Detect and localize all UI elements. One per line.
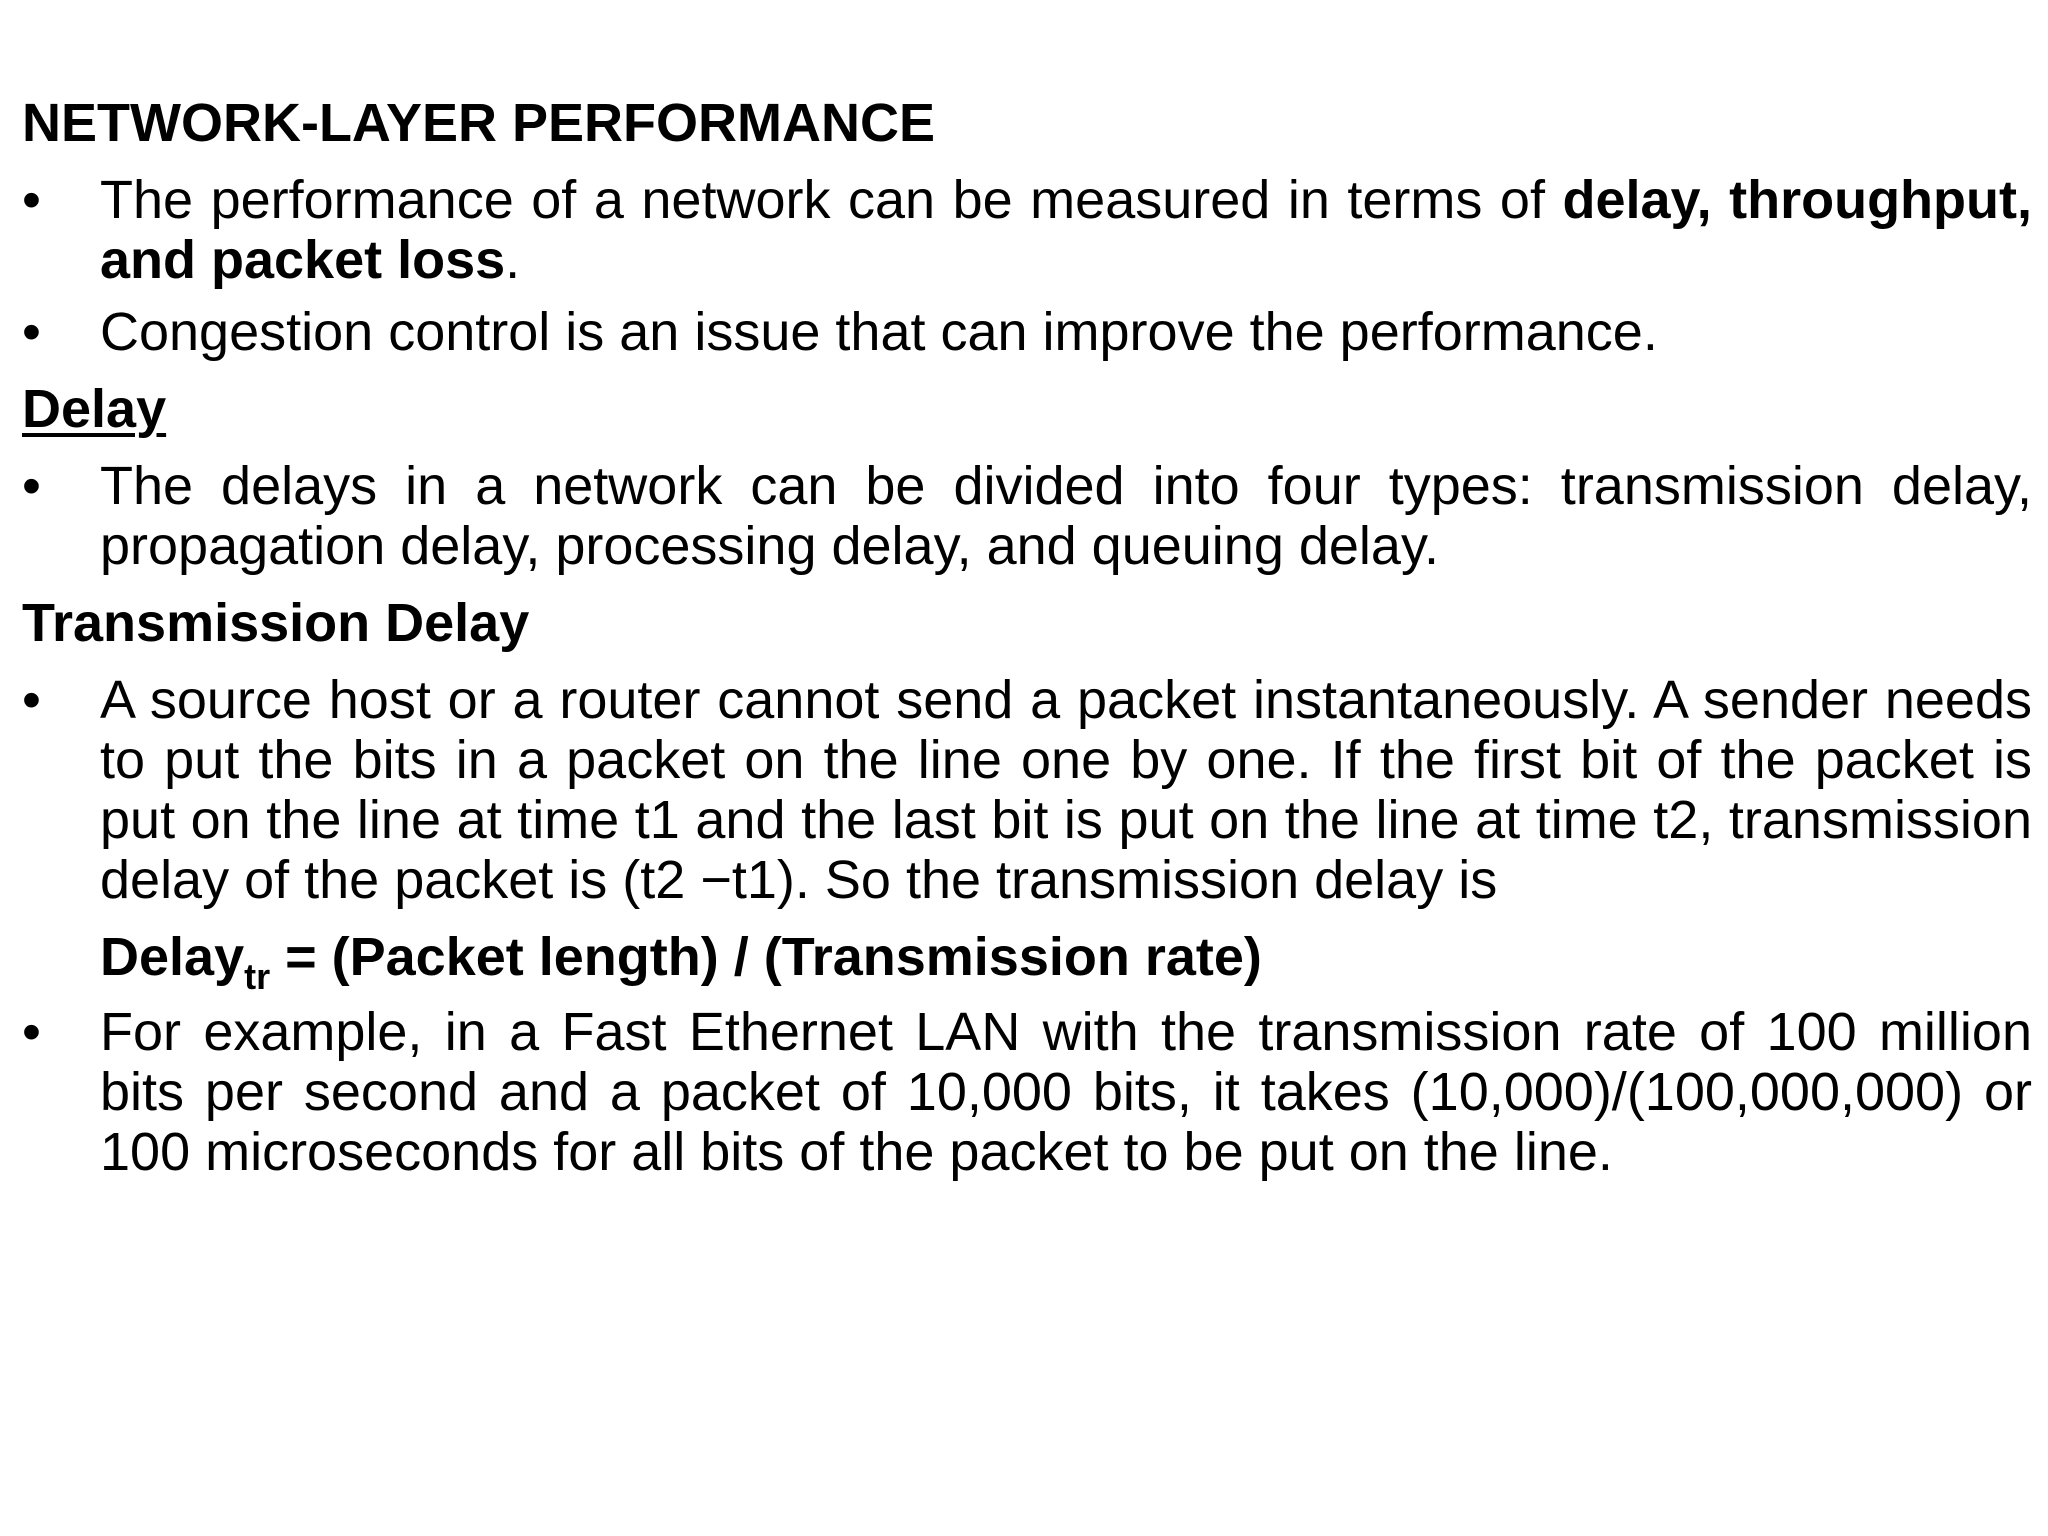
bullet-icon: •: [22, 1002, 41, 1062]
slide-content: [22, 88, 2032, 1194]
transmission-delay-formula: [100, 924, 2032, 997]
bullet-text: [100, 170, 2032, 290]
bullet-text: For example, in a Fast Ethernet LAN with the transmission rate of 100 million bits per second and a packet of 10,000 bits, it takes (10,000)/(100,000,000) or 100 microseconds for all bits of the packet to be put on the line.: [100, 1002, 2032, 1182]
bullet-item-delay-types: [22, 456, 2032, 576]
formula-main: Delay: [100, 927, 245, 987]
bullet-text-bold: delay, throughput, and packet loss: [100, 170, 2032, 290]
bullet-item-congestion: [22, 302, 2032, 362]
bullet-text: The delays in a network can be divided into four types: transmission delay, propagation delay, processing delay, and queuing delay.: [100, 456, 2032, 576]
bullet-item-performance: [22, 170, 2032, 290]
formula-subscript: tr: [244, 956, 271, 997]
bullet-text: A source host or a router cannot send a packet instantaneously. A sender needs to put the bits in a packet on the line one by one. If the first bit of the packet is put on the line at time t1 and the last bit is put on the line at time t2, transmission delay of the packet is (t2 −t1). So the transmission delay is: [100, 670, 2032, 910]
bullet-item-example: [22, 1002, 2032, 1182]
bullet-item-transmission: [22, 670, 2032, 910]
bullet-text-suffix: .: [505, 230, 521, 290]
bullet-text: Congestion control is an issue that can improve the performance.: [100, 302, 1658, 362]
formula-rest: = (Packet length) / (Transmission rate): [270, 927, 1262, 987]
bullet-icon: •: [22, 170, 41, 230]
bullet-icon: •: [22, 670, 41, 730]
section-heading-transmission-delay: Transmission Delay: [22, 593, 530, 653]
bullet-text-prefix: The performance of a network can be measured in terms of: [100, 170, 1563, 230]
slide-title: NETWORK-LAYER PERFORMANCE: [22, 93, 936, 153]
section-heading-delay: Delay: [22, 379, 167, 439]
bullet-icon: •: [22, 456, 41, 516]
bullet-icon: •: [22, 302, 41, 362]
